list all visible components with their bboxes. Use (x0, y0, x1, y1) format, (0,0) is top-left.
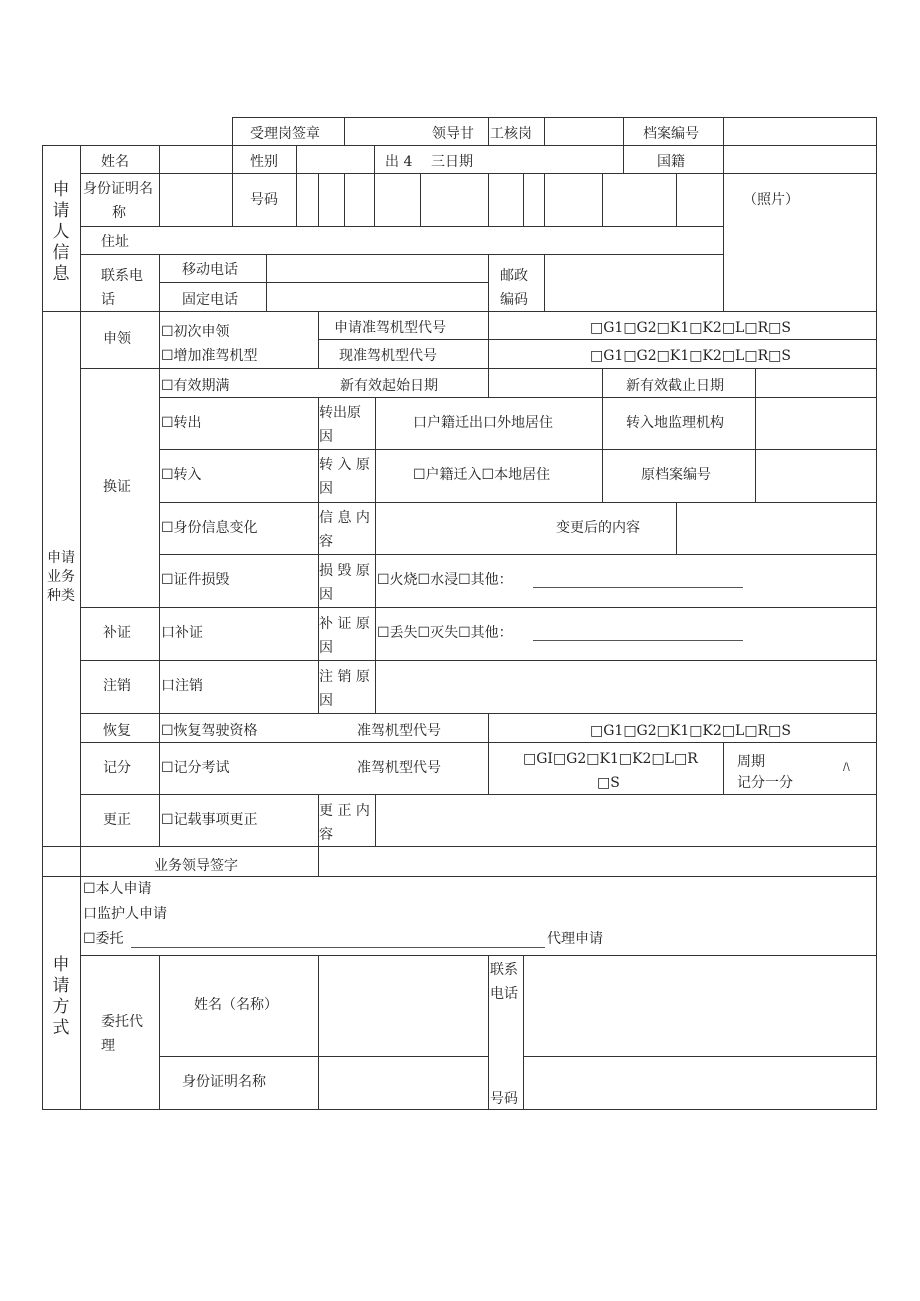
rule (42, 1109, 877, 1110)
rule (488, 368, 489, 397)
rule (232, 117, 233, 173)
rule (375, 794, 376, 846)
agent-phone-label: 联系 (490, 962, 518, 978)
agent-phone-label-cont: 电话 (490, 986, 518, 1002)
rule (523, 173, 524, 227)
rule (159, 282, 488, 283)
applicant-section-title (47, 180, 75, 285)
rule (80, 742, 877, 743)
transfer-out-options[interactable]: 口户籍迁出口外地居住 (413, 415, 553, 431)
restore-checkbox[interactable]: ☐恢复驾驶资格 (161, 723, 258, 739)
restore-label: 恢复 (103, 723, 131, 739)
rule (42, 145, 43, 1110)
rule (159, 397, 877, 398)
rule (80, 173, 877, 174)
rule (232, 173, 233, 227)
add-vehicle-class-checkbox[interactable]: ☐增加准驾机型 (161, 348, 258, 364)
rule (488, 173, 489, 227)
transfer-out-reason-label-cont: 因 (319, 429, 333, 445)
transfer-in-reason-label-cont: 因 (319, 481, 333, 497)
points-exam-checkbox[interactable]: ☐记分考试 (161, 760, 230, 776)
info-change-checkbox[interactable]: ☐身份信息变化 (161, 520, 258, 536)
reissue-reason-label-cont: 因 (319, 640, 333, 656)
info-content-label: 信 息 内 (319, 510, 370, 526)
points-class-label: 准驾机型代号 (357, 760, 441, 776)
postal-code-label-cont: 编码 (500, 292, 528, 308)
title-char: 请 (52, 201, 70, 221)
rule (723, 742, 724, 794)
guardian-apply-checkbox[interactable]: 口监护人申请 (83, 906, 167, 922)
expired-checkbox[interactable]: ☐有效期满 (161, 378, 230, 394)
title-char: 式 (52, 1018, 70, 1038)
agent-apply-label: 代理申请 (547, 931, 603, 947)
id-type-label-cont: 称 (112, 205, 126, 221)
new-start-date-label: 新有效起始日期 (340, 378, 438, 394)
rule (676, 502, 677, 554)
period-label: 周期 (737, 754, 765, 770)
rule (42, 311, 877, 312)
reissue-options[interactable]: ☐丢失☐灭失☐其他： (377, 625, 513, 641)
rule (676, 173, 677, 227)
damage-reason-label-cont: 因 (319, 587, 333, 603)
current-class-options[interactable]: □G1□G2□K1□K2□L□R□S (590, 348, 791, 364)
rule (375, 397, 376, 713)
correct-label: 更正 (103, 812, 131, 828)
rule (42, 145, 877, 146)
rule (80, 226, 723, 227)
title-char: 申 (52, 955, 70, 975)
gender-label: 性别 (250, 154, 278, 170)
transfer-out-checkbox[interactable]: ☐转出 (161, 415, 202, 431)
rule (42, 876, 877, 877)
agent-id-number-label: 号码 (490, 1091, 518, 1107)
renew-label: 换证 (103, 479, 131, 495)
leader-sign-label: 领导甘 (432, 126, 474, 142)
restore-class-label: 准驾机型代号 (357, 723, 441, 739)
transfer-in-reason-label: 转 入 原 (319, 457, 370, 473)
business-section-title (44, 549, 78, 606)
rule (723, 117, 724, 311)
rule (374, 145, 375, 227)
archive-number-label: 档案编号 (643, 126, 699, 142)
rule (876, 117, 877, 1110)
rule (318, 173, 319, 227)
name-label: 姓名 (101, 154, 129, 170)
reissue-label: 补证 (103, 625, 131, 641)
rule (523, 955, 524, 1109)
period-mark: /\ (843, 762, 850, 773)
contact-label-cont: 话 (101, 292, 115, 308)
rule (488, 311, 489, 368)
transfer-in-options[interactable]: ☐户籍迁入☐本地居住 (413, 467, 551, 483)
cancel-reason-label: 注 销 原 (319, 669, 370, 685)
rule (544, 254, 545, 311)
nationality-label: 国籍 (657, 154, 685, 170)
damage-reason-label: 损 毁 原 (319, 563, 370, 579)
rule (318, 955, 319, 1109)
agent-id-type-label: 身份证明名称 (182, 1074, 266, 1090)
rule (488, 117, 489, 145)
birth-label-prefix: 出 4 (385, 154, 413, 170)
cancel-reason-label-cont: 因 (319, 693, 333, 709)
entrust-checkbox[interactable]: ☐委托 (83, 931, 124, 947)
apply-label: 申领 (103, 331, 131, 347)
rule (159, 955, 160, 1109)
rule (80, 145, 81, 1110)
birth-label-suffix: 三日期 (431, 154, 473, 170)
rule (755, 368, 756, 502)
title-char: 信 (52, 243, 70, 263)
title-char: 方 (52, 997, 70, 1017)
title-char: 申 (52, 180, 70, 200)
postal-code-label: 邮政 (500, 268, 528, 284)
rule (159, 554, 877, 555)
destination-agency-label: 转入地监理机构 (626, 415, 724, 431)
points-class-options-cont[interactable]: □S (597, 775, 620, 791)
restore-class-options[interactable]: □G1□G2□K1□K2□L□R□S (590, 723, 791, 739)
rule (159, 449, 877, 450)
agent-label-cont: 理 (101, 1038, 115, 1054)
original-archive-label: 原档案编号 (641, 467, 711, 483)
title-line: 申请 (47, 550, 75, 566)
current-class-label: 现准驾机型代号 (339, 348, 437, 364)
rule (488, 713, 489, 794)
rule (602, 173, 603, 227)
correct-content-label-cont: 容 (319, 827, 333, 843)
landline-label: 固定电话 (182, 292, 238, 308)
id-type-label: 身份证明名 (83, 181, 153, 197)
damage-other-field[interactable] (533, 587, 743, 588)
rule (488, 254, 489, 311)
rule (266, 254, 267, 311)
rule (80, 607, 877, 608)
acceptance-seal-label: 受理岗签章 (250, 126, 320, 142)
photo-placeholder: （照片） (743, 192, 799, 208)
rule (159, 1056, 489, 1057)
rule (80, 955, 877, 956)
rule (80, 660, 877, 661)
rule (42, 846, 877, 847)
info-content-label-cont: 容 (319, 534, 333, 550)
changed-content-label: 变更后的内容 (556, 520, 640, 536)
rule (623, 117, 624, 173)
first-apply-checkbox[interactable]: ☐初次申领 (161, 324, 230, 340)
title-line: 种类 (47, 588, 75, 604)
points-class-options[interactable]: □GI□G2□K1□K2□L□R (523, 751, 698, 767)
rule (159, 502, 877, 503)
rule (232, 117, 877, 118)
damage-options[interactable]: ☐火烧☐水浸☐其他： (377, 572, 513, 588)
rule (602, 368, 603, 502)
reissue-other-field[interactable] (533, 640, 743, 641)
rule (523, 1056, 877, 1057)
cancel-label: 注销 (103, 678, 131, 694)
rule (159, 254, 160, 311)
agent-label: 委托代 (101, 1014, 143, 1030)
requested-class-options[interactable]: □G1□G2□K1□K2□L□R□S (590, 320, 791, 336)
requested-class-label: 申请准驾机型代号 (334, 320, 446, 336)
entrust-name-field[interactable] (131, 947, 545, 948)
business-leader-sign-label: 业务领导签字 (154, 858, 238, 874)
rule (544, 117, 545, 145)
reissue-reason-label: 补 证 原 (319, 616, 370, 632)
title-char: 请 (52, 976, 70, 996)
rule (344, 117, 345, 145)
agent-name-label: 姓名（名称） (194, 997, 278, 1013)
rule (544, 173, 545, 227)
rule (159, 145, 160, 227)
correct-checkbox[interactable]: ☐记载事项更正 (161, 812, 258, 828)
title-line: 业务 (47, 569, 75, 585)
address-label: 住址 (101, 234, 129, 250)
new-end-date-label: 新有效截止日期 (626, 378, 724, 394)
contact-label: 联系电 (101, 268, 143, 284)
rule (80, 713, 877, 714)
reissue-checkbox[interactable]: 口补证 (161, 625, 203, 641)
mobile-label: 移动电话 (182, 262, 238, 278)
transfer-out-reason-label: 转出原 (319, 405, 361, 421)
rule (80, 794, 877, 795)
damaged-checkbox[interactable]: ☐证件损毁 (161, 572, 230, 588)
transfer-in-checkbox[interactable]: ☐转入 (161, 467, 202, 483)
id-number-label: 号码 (250, 192, 278, 208)
title-char: 息 (52, 264, 70, 284)
self-apply-checkbox[interactable]: ☐本人申请 (83, 881, 152, 897)
correct-content-label: 更 正 内 (319, 803, 370, 819)
method-section-title (47, 955, 75, 1039)
points-label: 记分 (103, 760, 131, 776)
cancel-checkbox[interactable]: 口注销 (161, 678, 203, 694)
rule (80, 368, 877, 369)
rule (318, 339, 877, 340)
points-score-label: 记分一分 (737, 775, 793, 791)
audit-post-label: 工核岗 (490, 126, 532, 142)
rule (296, 145, 297, 227)
rule (344, 173, 345, 227)
rule (159, 311, 160, 847)
title-char: 人 (52, 222, 70, 242)
rule (488, 955, 489, 1109)
rule (80, 254, 723, 255)
rule (318, 311, 319, 368)
rule (420, 173, 421, 227)
